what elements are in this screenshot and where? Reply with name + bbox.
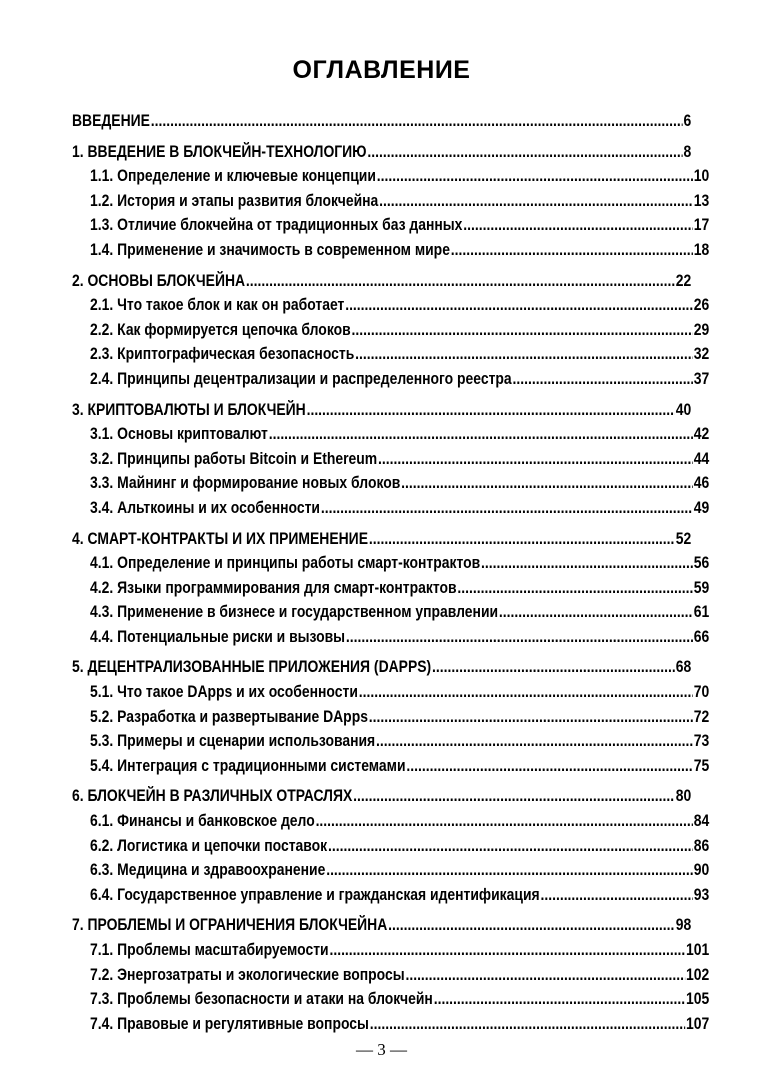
dot-leader [307, 401, 675, 420]
toc-subsection-entry[interactable] [72, 241, 709, 266]
toc-entry-title: 1.4. Применение и значимость в современном мире [90, 240, 450, 259]
toc-entry-title: 4.3. Применение в бизнесе и государственном управлении [90, 603, 499, 622]
dot-leader [379, 192, 693, 211]
dot-leader [513, 370, 693, 389]
toc-chapter-entry[interactable] [72, 272, 691, 297]
toc-entry-page: 86 [693, 836, 710, 855]
dot-leader [269, 425, 693, 444]
dot-leader [463, 216, 693, 235]
toc-entry-title: 7.2. Энергозатраты и экологические вопросы [90, 965, 405, 984]
toc-subsection-entry[interactable] [72, 732, 709, 757]
toc-entry-page: 68 [675, 658, 692, 677]
table-of-contents [72, 112, 710, 1045]
toc-section [72, 916, 710, 1039]
dot-leader [499, 603, 693, 622]
toc-section [72, 142, 710, 266]
toc-chapter-entry[interactable] [72, 112, 691, 137]
dot-leader [377, 167, 693, 186]
toc-entry-page: 101 [686, 941, 710, 959]
toc-entry-title: 7.4. Правовые и регулятивные вопросы [90, 1014, 369, 1033]
toc-section [72, 787, 710, 910]
toc-entry-page: 42 [693, 425, 710, 444]
toc-entry-page: 49 [693, 498, 710, 517]
dot-leader [401, 474, 693, 493]
toc-subsection-entry[interactable] [72, 192, 709, 217]
toc-subsection-entry[interactable] [72, 683, 709, 708]
toc-subsection-entry[interactable] [72, 812, 709, 837]
toc-entry-page: 26 [693, 296, 710, 315]
toc-entry-page: 98 [675, 916, 692, 935]
toc-entry-page: 29 [693, 320, 710, 339]
toc-chapter-entry[interactable] [72, 658, 691, 683]
toc-entry-page: 90 [693, 861, 710, 880]
toc-subsection-entry[interactable] [72, 345, 709, 370]
dot-leader [376, 732, 693, 751]
toc-entry-title: 4.1. Определение и принципы работы смарт-контрактов [90, 554, 481, 573]
dot-leader [359, 683, 693, 702]
dot-leader [369, 530, 675, 549]
toc-entry-title: 7. ПРОБЛЕМЫ И ОГРАНИЧЕНИЯ БЛОКЧЕЙНА [72, 916, 388, 935]
toc-subsection-entry[interactable] [72, 425, 709, 450]
toc-entry-page: 52 [675, 529, 692, 548]
toc-entry-page: 66 [693, 627, 710, 646]
toc-subsection-entry[interactable] [72, 554, 709, 579]
toc-entry-title: 6.1. Финансы и банковское дело [90, 812, 315, 831]
toc-subsection-entry[interactable] [72, 579, 709, 604]
toc-chapter-entry[interactable] [72, 530, 691, 555]
toc-entry-title: 7.3. Проблемы безопасности и атаки на блокчейн [90, 990, 433, 1009]
toc-entry-title: 6. БЛОКЧЕЙН В РАЗЛИЧНЫХ ОТРАСЛЯХ [72, 787, 353, 806]
toc-entry-title: 2. ОСНОВЫ БЛОКЧЕЙНА [72, 271, 246, 290]
toc-chapter-entry[interactable] [72, 916, 691, 941]
toc-entry-title: 5.3. Примеры и сценарии использования [90, 732, 376, 751]
toc-entry-title: 3.4. Альткоины и их особенности [90, 498, 320, 517]
toc-entry-page: 73 [693, 732, 710, 751]
toc-entry-page: 84 [693, 812, 710, 831]
toc-entry-title: 3.1. Основы криптовалют [90, 425, 268, 444]
toc-chapter-entry[interactable] [72, 401, 691, 426]
dot-leader [432, 658, 675, 677]
dot-leader [321, 499, 693, 518]
toc-entry-title: 5.2. Разработка и развертывание DApps [90, 707, 368, 726]
toc-entry-page: 56 [693, 554, 710, 573]
toc-subsection-entry[interactable] [72, 1015, 709, 1040]
toc-subsection-entry[interactable] [72, 216, 709, 241]
toc-entry-page: 80 [675, 787, 692, 806]
dot-leader [406, 757, 693, 776]
toc-entry-title: 4.2. Языки программирования для смарт-контрактов [90, 578, 457, 597]
toc-entry-page: 72 [693, 707, 710, 726]
toc-entry-title: 7.1. Проблемы масштабируемости [90, 941, 329, 959]
toc-section [72, 112, 691, 137]
toc-entry-page: 6 [683, 112, 692, 130]
toc-entry-title: 1.3. Отличие блокчейна от традиционных баз данных [90, 216, 463, 235]
toc-subsection-entry[interactable] [72, 167, 709, 192]
toc-entry-page: 105 [686, 990, 710, 1009]
toc-subsection-entry[interactable] [72, 941, 709, 966]
toc-entry-page: 32 [693, 345, 710, 364]
toc-entry-page: 75 [693, 756, 710, 775]
toc-entry-title: 3.3. Майнинг и формирование новых блоков [90, 474, 401, 493]
toc-chapter-entry[interactable] [72, 143, 691, 168]
toc-subsection-entry[interactable] [72, 450, 709, 475]
toc-entry-page: 46 [693, 474, 710, 493]
dot-leader [316, 812, 693, 831]
toc-subsection-entry[interactable] [72, 708, 709, 733]
toc-subsection-entry[interactable] [72, 474, 709, 499]
toc-entry-title: 6.4. Государственное управление и гражданская идентификация [90, 885, 540, 904]
toc-subsection-entry[interactable] [72, 861, 709, 886]
dot-leader [151, 112, 683, 131]
toc-entry-title: 2.3. Криптографическая безопасность [90, 345, 355, 364]
dot-leader [369, 708, 693, 727]
toc-entry-title: 1.2. История и этапы развития блокчейна [90, 191, 379, 210]
toc-entry-page: 70 [693, 683, 710, 702]
dot-leader [481, 554, 693, 573]
toc-section [72, 400, 710, 524]
toc-subsection-entry[interactable] [72, 837, 709, 862]
toc-subsection-entry[interactable] [72, 990, 709, 1015]
toc-subsection-entry[interactable] [72, 321, 709, 346]
toc-entry-title: 1. ВВЕДЕНИЕ В БЛОКЧЕЙН-ТЕХНОЛОГИЮ [72, 142, 367, 161]
dot-leader [352, 321, 693, 340]
toc-entry-title: 4. СМАРТ-КОНТРАКТЫ И ИХ ПРИМЕНЕНИЕ [72, 529, 368, 548]
dot-leader [326, 861, 693, 880]
toc-entry-page: 37 [693, 369, 710, 388]
toc-entry-title: 5.1. Что такое DApps и их особенности [90, 683, 358, 702]
toc-subsection-entry[interactable] [72, 499, 709, 524]
dot-leader [457, 579, 693, 598]
dot-leader [345, 296, 693, 315]
dot-leader [346, 628, 693, 647]
toc-entry-title: 3.2. Принципы работы Bitcoin и Ethereum [90, 449, 378, 468]
toc-subsection-entry[interactable] [72, 628, 709, 653]
toc-subsection-entry[interactable] [72, 966, 709, 991]
toc-entry-page: 102 [686, 965, 710, 984]
dot-leader [328, 837, 693, 856]
dot-leader [451, 241, 693, 260]
toc-entry-page: 93 [693, 885, 710, 904]
toc-entry-page: 13 [693, 191, 710, 210]
toc-subsection-entry[interactable] [72, 603, 709, 628]
toc-subsection-entry[interactable] [72, 296, 709, 321]
page-title: ОГЛАВЛЕНИЕ [292, 56, 471, 84]
dot-leader [540, 886, 692, 905]
toc-entry-title: 3. КРИПТОВАЛЮТЫ И БЛОКЧЕЙН [72, 400, 306, 419]
page-number: — 3 — [356, 1040, 407, 1059]
dot-leader [405, 966, 685, 985]
dot-leader [388, 916, 675, 935]
dot-leader [355, 345, 693, 364]
dot-leader [367, 143, 682, 162]
toc-entry-page: 22 [675, 271, 692, 290]
toc-entry-page: 107 [686, 1014, 710, 1033]
dot-leader [378, 450, 693, 469]
toc-entry-page: 8 [683, 142, 692, 161]
toc-entry-page: 40 [675, 400, 692, 419]
dot-leader [246, 272, 675, 291]
toc-entry-title: 6.2. Логистика и цепочки поставок [90, 836, 328, 855]
toc-entry-title: 2.4. Принципы децентрализации и распределенного реестра [90, 369, 512, 388]
toc-entry-title: 5.4. Интеграция с традиционными системами [90, 756, 406, 775]
dot-leader [434, 990, 685, 1009]
toc-entry-title: 1.1. Определение и ключевые концепции [90, 167, 376, 186]
toc-entry-title: 2.2. Как формируется цепочка блоков [90, 320, 351, 339]
toc-entry-title: 5. ДЕЦЕНТРАЛИЗОВАННЫЕ ПРИЛОЖЕНИЯ (DAPPS) [72, 658, 432, 677]
toc-section [72, 658, 710, 781]
toc-subsection-entry[interactable] [72, 370, 709, 395]
toc-entry-title: 2.1. Что такое блок и как он работает [90, 296, 345, 315]
toc-subsection-entry[interactable] [72, 757, 709, 782]
toc-entry-title: ВВЕДЕНИЕ [72, 112, 150, 130]
toc-entry-page: 10 [693, 167, 710, 186]
dot-leader [329, 941, 685, 960]
dot-leader [370, 1015, 685, 1034]
toc-entry-title: 6.3. Медицина и здравоохранение [90, 861, 326, 880]
toc-entry-page: 44 [693, 449, 710, 468]
toc-section [72, 271, 710, 395]
toc-chapter-entry[interactable] [72, 787, 691, 812]
toc-entry-title: 4.4. Потенциальные риски и вызовы [90, 627, 346, 646]
toc-subsection-entry[interactable] [72, 886, 709, 911]
toc-entry-page: 17 [693, 216, 710, 235]
toc-entry-page: 61 [693, 603, 710, 622]
dot-leader [353, 787, 675, 806]
toc-section [72, 529, 710, 653]
toc-entry-page: 18 [693, 240, 710, 259]
toc-entry-page: 59 [693, 578, 710, 597]
